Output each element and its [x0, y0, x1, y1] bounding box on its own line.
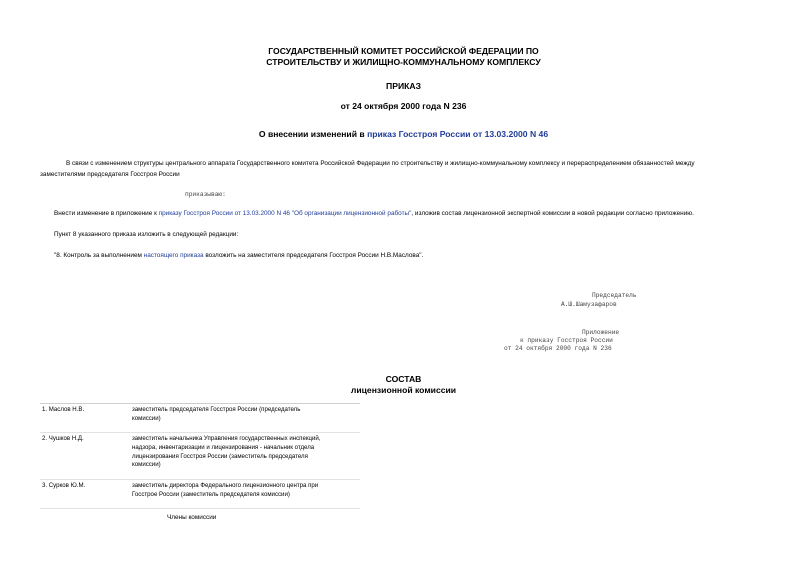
- document-subject: [0, 129, 807, 140]
- order-word: приказываю:: [185, 191, 226, 198]
- appendix-label: Приложение: [582, 329, 620, 336]
- member-role-line: надзора, инвентаризации и лицензирования - начальник отдела: [132, 443, 315, 451]
- p1-title-link[interactable]: "Об организации лицензионной работы": [291, 210, 412, 217]
- member-role-line: комиссии): [132, 461, 161, 469]
- intro-line2: заместителями председателя Госстроя России: [40, 171, 180, 178]
- p1-suffix: , изложив состав лицензионной экспертной комиссии в новой редакции согласно приложению.: [411, 210, 694, 217]
- signature-name: А.Ш.Шамузафаров: [561, 301, 617, 308]
- member-role: [132, 404, 358, 432]
- member-role-line: заместитель директора Федерального лицензионного центра при: [132, 482, 319, 489]
- member-role-line: лицензирования Госстроя России (заместитель председателя: [132, 452, 308, 460]
- member-role-line: комиссии): [132, 414, 161, 422]
- intro-line1: В связи с изменением структуры центрального аппарата Государственного комитета Российской Федерации по строительству и жилищно-коммунальному комплексу и перераспределением обязанностей между: [66, 160, 695, 167]
- signature-title: Председатель: [592, 292, 637, 299]
- member-name: 1. Маслов Н.В.: [42, 406, 85, 413]
- p3-prefix: "8. Контроль за выполнением: [54, 252, 144, 259]
- p1-order-link[interactable]: приказу Госстроя России от 13.03.2000 N 46: [158, 210, 290, 217]
- paragraph-point8-text: [54, 251, 423, 261]
- paragraph-point8: Пункт 8 указанного приказа изложить в следующей редакции:: [54, 231, 239, 238]
- table-row: [40, 433, 360, 480]
- member-role: [132, 433, 358, 479]
- document-type: ПРИКАЗ: [386, 81, 421, 91]
- p3-link[interactable]: настоящего приказа: [143, 252, 204, 259]
- member-name: 2. Чушков Н.Д.: [42, 435, 84, 442]
- member-role: [132, 480, 358, 508]
- subject-prefix: О внесении изменений в: [258, 129, 368, 139]
- p3-suffix: возложить на заместителя председателя Госстроя России Н.В.Маслова".: [203, 252, 424, 259]
- member-name: 3. Сурков Ю.М.: [42, 482, 86, 489]
- composition-subtitle: лицензионной комиссии: [350, 385, 457, 395]
- p1-prefix: Внести изменение в приложение к: [54, 210, 159, 217]
- composition-title: СОСТАВ: [385, 374, 422, 384]
- composition-table: [40, 403, 360, 509]
- members-label: Члены комиссии: [167, 514, 217, 521]
- org-name-line1: ГОСУДАРСТВЕННЫЙ КОМИТЕТ РОССИЙСКОЙ ФЕДЕРАЦИИ ПО: [268, 46, 539, 56]
- member-role-line: Госстрое России (заместитель председателя комиссии): [132, 490, 290, 498]
- appendix-order-ref: к приказу Госстроя России: [520, 337, 613, 344]
- subject-link[interactable]: приказ Госстроя России от 13.03.2000 N 46: [367, 129, 549, 139]
- table-row: [40, 480, 360, 509]
- org-name-line2: СТРОИТЕЛЬСТВУ И ЖИЛИЩНО-КОММУНАЛЬНОМУ КОМПЛЕКСУ: [266, 57, 541, 67]
- member-role-line: заместитель председателя Госстроя России (председатель: [132, 406, 301, 413]
- member-role-line: заместитель начальника Управления государственных инспекций,: [132, 435, 321, 442]
- paragraph-amendment: [54, 209, 694, 219]
- table-row: [40, 404, 360, 433]
- appendix-date-ref: от 24 октября 2000 года N 236: [504, 345, 612, 352]
- document-date: от 24 октября 2000 года N 236: [340, 101, 467, 111]
